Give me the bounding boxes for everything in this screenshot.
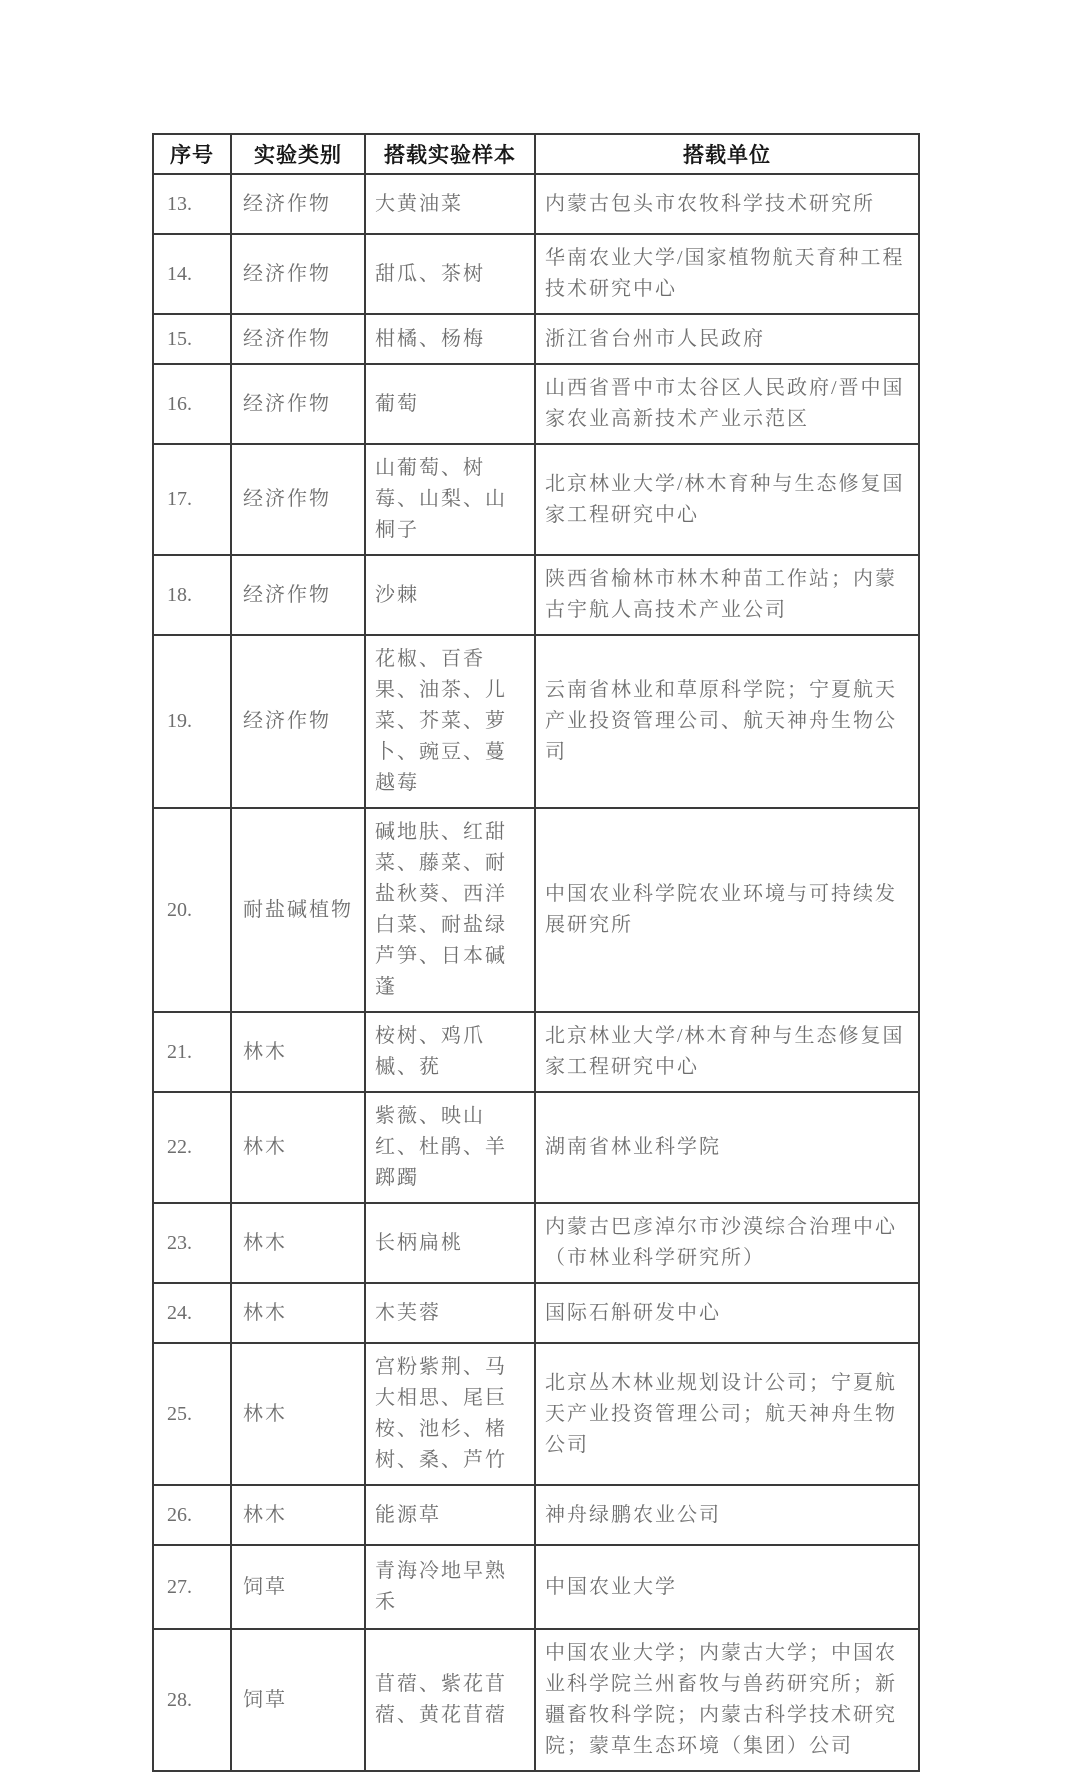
table-row xyxy=(153,364,919,444)
row-organization-cell: 云南省林业和草原科学院；宁夏航天产业投资管理公司、航天神舟生物公司 xyxy=(535,635,919,808)
row-organization-cell: 北京林业大学/林木育种与生态修复国家工程研究中心 xyxy=(535,444,919,555)
row-organization-cell: 中国农业大学 xyxy=(535,1545,919,1629)
row-samples-cell: 碱地肤、红甜菜、藤菜、耐盐秋葵、西洋白菜、耐盐绿芦笋、日本碱蓬 xyxy=(365,808,535,1012)
row-number-cell: 23. xyxy=(153,1203,231,1283)
row-number-cell: 28. xyxy=(153,1629,231,1771)
row-samples-cell: 宫粉紫荆、马大相思、尾巨桉、池杉、楮树、桑、芦竹 xyxy=(365,1343,535,1485)
table-row xyxy=(153,1629,919,1771)
row-number-cell: 20. xyxy=(153,808,231,1012)
row-organization-cell: 内蒙古包头市农牧科学技术研究所 xyxy=(535,174,919,234)
column-header-category: 实验类别 xyxy=(231,134,365,174)
row-category-cell: 林木 xyxy=(231,1283,365,1343)
row-number-cell: 19. xyxy=(153,635,231,808)
table-row xyxy=(153,1092,919,1203)
table-row xyxy=(153,635,919,808)
row-number-cell: 26. xyxy=(153,1485,231,1545)
row-organization-cell: 浙江省台州市人民政府 xyxy=(535,314,919,364)
table-row xyxy=(153,314,919,364)
row-category-cell: 林木 xyxy=(231,1012,365,1092)
row-organization-cell: 国际石斛研发中心 xyxy=(535,1283,919,1343)
row-number-cell: 22. xyxy=(153,1092,231,1203)
row-number-cell: 16. xyxy=(153,364,231,444)
row-organization-cell: 中国农业科学院农业环境与可持续发展研究所 xyxy=(535,808,919,1012)
row-samples-cell: 葡萄 xyxy=(365,364,535,444)
row-organization-cell: 北京丛木林业规划设计公司；宁夏航天产业投资管理公司；航天神舟生物公司 xyxy=(535,1343,919,1485)
row-samples-cell: 紫薇、映山红、杜鹃、羊踯躅 xyxy=(365,1092,535,1203)
row-category-cell: 经济作物 xyxy=(231,174,365,234)
row-samples-cell: 能源草 xyxy=(365,1485,535,1545)
row-number-cell: 24. xyxy=(153,1283,231,1343)
row-samples-cell: 苜蓿、紫花苜蓿、黄花苜蓿 xyxy=(365,1629,535,1771)
table-row xyxy=(153,1485,919,1545)
row-number-cell: 15. xyxy=(153,314,231,364)
row-category-cell: 饲草 xyxy=(231,1545,365,1629)
row-category-cell: 经济作物 xyxy=(231,364,365,444)
row-category-cell: 林木 xyxy=(231,1092,365,1203)
row-samples-cell: 沙棘 xyxy=(365,555,535,635)
table-row xyxy=(153,808,919,1012)
row-number-cell: 18. xyxy=(153,555,231,635)
row-organization-cell: 北京林业大学/林木育种与生态修复国家工程研究中心 xyxy=(535,1012,919,1092)
table-row xyxy=(153,1283,919,1343)
table-row xyxy=(153,174,919,234)
table-row xyxy=(153,1343,919,1485)
row-samples-cell: 大黄油菜 xyxy=(365,174,535,234)
row-category-cell: 林木 xyxy=(231,1203,365,1283)
row-category-cell: 经济作物 xyxy=(231,234,365,314)
row-category-cell: 耐盐碱植物 xyxy=(231,808,365,1012)
row-samples-cell: 甜瓜、茶树 xyxy=(365,234,535,314)
row-category-cell: 饲草 xyxy=(231,1629,365,1771)
table-header-row xyxy=(153,134,919,174)
row-samples-cell: 桉树、鸡爪槭、莸 xyxy=(365,1012,535,1092)
column-header-no: 序号 xyxy=(153,134,231,174)
row-samples-cell: 木芙蓉 xyxy=(365,1283,535,1343)
row-organization-cell: 中国农业大学；内蒙古大学；中国农业科学院兰州畜牧与兽药研究所；新疆畜牧科学院；内蒙古科学技术研究院；蒙草生态环境（集团）公司 xyxy=(535,1629,919,1771)
row-number-cell: 27. xyxy=(153,1545,231,1629)
table-row xyxy=(153,1203,919,1283)
table-row xyxy=(153,555,919,635)
table-row xyxy=(153,1012,919,1092)
column-header-org: 搭载单位 xyxy=(535,134,919,174)
row-category-cell: 经济作物 xyxy=(231,444,365,555)
row-category-cell: 林木 xyxy=(231,1343,365,1485)
row-samples-cell: 青海冷地早熟禾 xyxy=(365,1545,535,1629)
row-category-cell: 经济作物 xyxy=(231,555,365,635)
row-organization-cell: 山西省晋中市太谷区人民政府/晋中国家农业高新技术产业示范区 xyxy=(535,364,919,444)
row-category-cell: 经济作物 xyxy=(231,314,365,364)
row-samples-cell: 长柄扁桃 xyxy=(365,1203,535,1283)
row-samples-cell: 柑橘、杨梅 xyxy=(365,314,535,364)
row-organization-cell: 湖南省林业科学院 xyxy=(535,1092,919,1203)
table-row xyxy=(153,1545,919,1629)
row-samples-cell: 花椒、百香果、油茶、儿菜、芥菜、萝卜、豌豆、蔓越莓 xyxy=(365,635,535,808)
column-header-samples: 搭载实验样本 xyxy=(365,134,535,174)
row-number-cell: 17. xyxy=(153,444,231,555)
row-number-cell: 21. xyxy=(153,1012,231,1092)
row-number-cell: 14. xyxy=(153,234,231,314)
row-organization-cell: 神舟绿鹏农业公司 xyxy=(535,1485,919,1545)
row-category-cell: 林木 xyxy=(231,1485,365,1545)
payload-table xyxy=(152,133,920,1772)
table-row xyxy=(153,234,919,314)
row-number-cell: 25. xyxy=(153,1343,231,1485)
row-organization-cell: 陕西省榆林市林木种苗工作站；内蒙古宇航人高技术产业公司 xyxy=(535,555,919,635)
row-samples-cell: 山葡萄、树莓、山梨、山桐子 xyxy=(365,444,535,555)
row-organization-cell: 华南农业大学/国家植物航天育种工程技术研究中心 xyxy=(535,234,919,314)
row-number-cell: 13. xyxy=(153,174,231,234)
row-organization-cell: 内蒙古巴彦淖尔市沙漠综合治理中心（市林业科学研究所） xyxy=(535,1203,919,1283)
table-row xyxy=(153,444,919,555)
row-category-cell: 经济作物 xyxy=(231,635,365,808)
